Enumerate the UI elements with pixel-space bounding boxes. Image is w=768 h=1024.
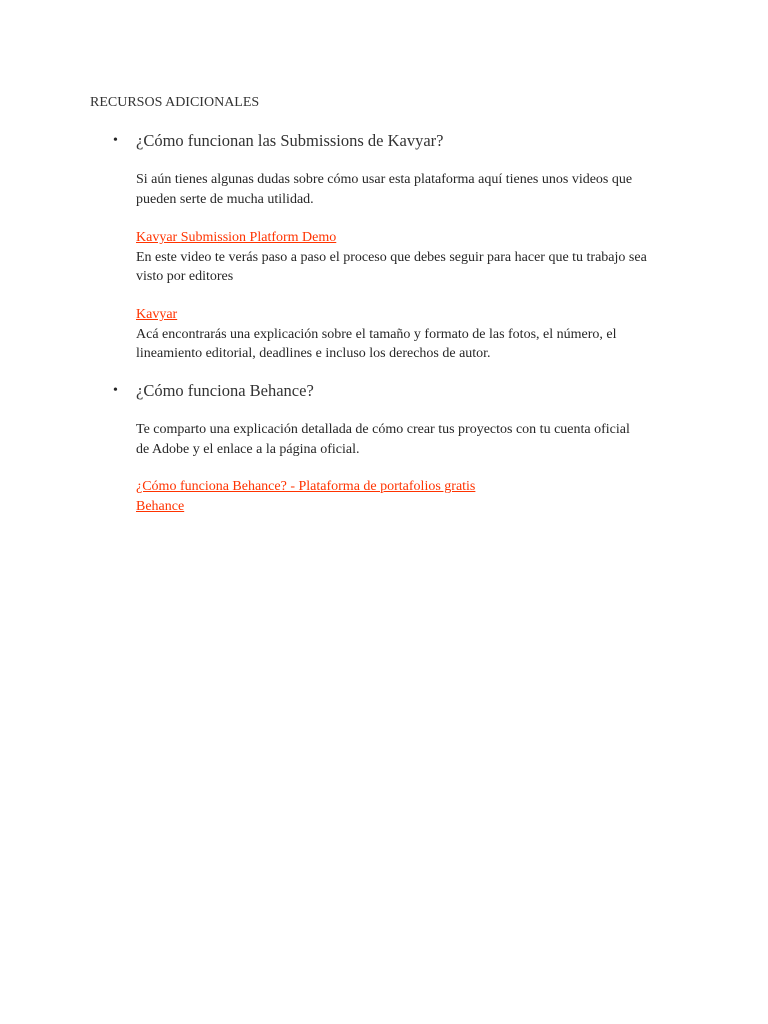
kavyar-demo-link[interactable]: Kavyar Submission Platform Demo	[136, 230, 337, 245]
behance-link[interactable]: Behance	[136, 498, 185, 514]
text-line: Acá encontrarás una explicación sobre el tamaño y formato de las fotos, el número, el	[136, 326, 617, 342]
text-line: de Adobe y el enlace a la página oficial.	[136, 441, 360, 457]
resource-kavyar	[136, 305, 616, 364]
behance-intro	[136, 420, 630, 459]
text-line: En este video te verás paso a paso el proceso que debes seguir para hacer que tu trabajo sea	[136, 249, 647, 265]
text-line: pueden serte de mucha utilidad.	[136, 191, 314, 207]
text-line: lineamiento editorial, deadlines e incluso los derechos de autor.	[136, 346, 491, 361]
behance-links	[136, 477, 475, 516]
kavyar-link[interactable]: Kavyar	[136, 307, 178, 322]
section-heading-kavyar: ¿Cómo funcionan las Submissions de Kavyar?	[136, 131, 444, 150]
resource-kavyar-demo	[136, 228, 647, 287]
behance-video-link[interactable]: ¿Cómo funciona Behance? - Plataforma de portafolios gratis	[136, 479, 476, 494]
bullet: •	[113, 383, 118, 398]
bullet: •	[113, 133, 118, 148]
kavyar-intro	[136, 170, 632, 209]
text-line: visto por editores	[136, 269, 234, 284]
section-heading-behance: ¿Cómo funciona Behance?	[136, 381, 314, 400]
text-line: Te comparto una explicación detallada de cómo crear tus proyectos con tu cuenta oficial	[136, 422, 630, 437]
page-title: RECURSOS ADICIONALES	[90, 95, 260, 110]
text-line: Si aún tienes algunas dudas sobre cómo usar esta plataforma aquí tienes unos videos que	[136, 172, 633, 187]
